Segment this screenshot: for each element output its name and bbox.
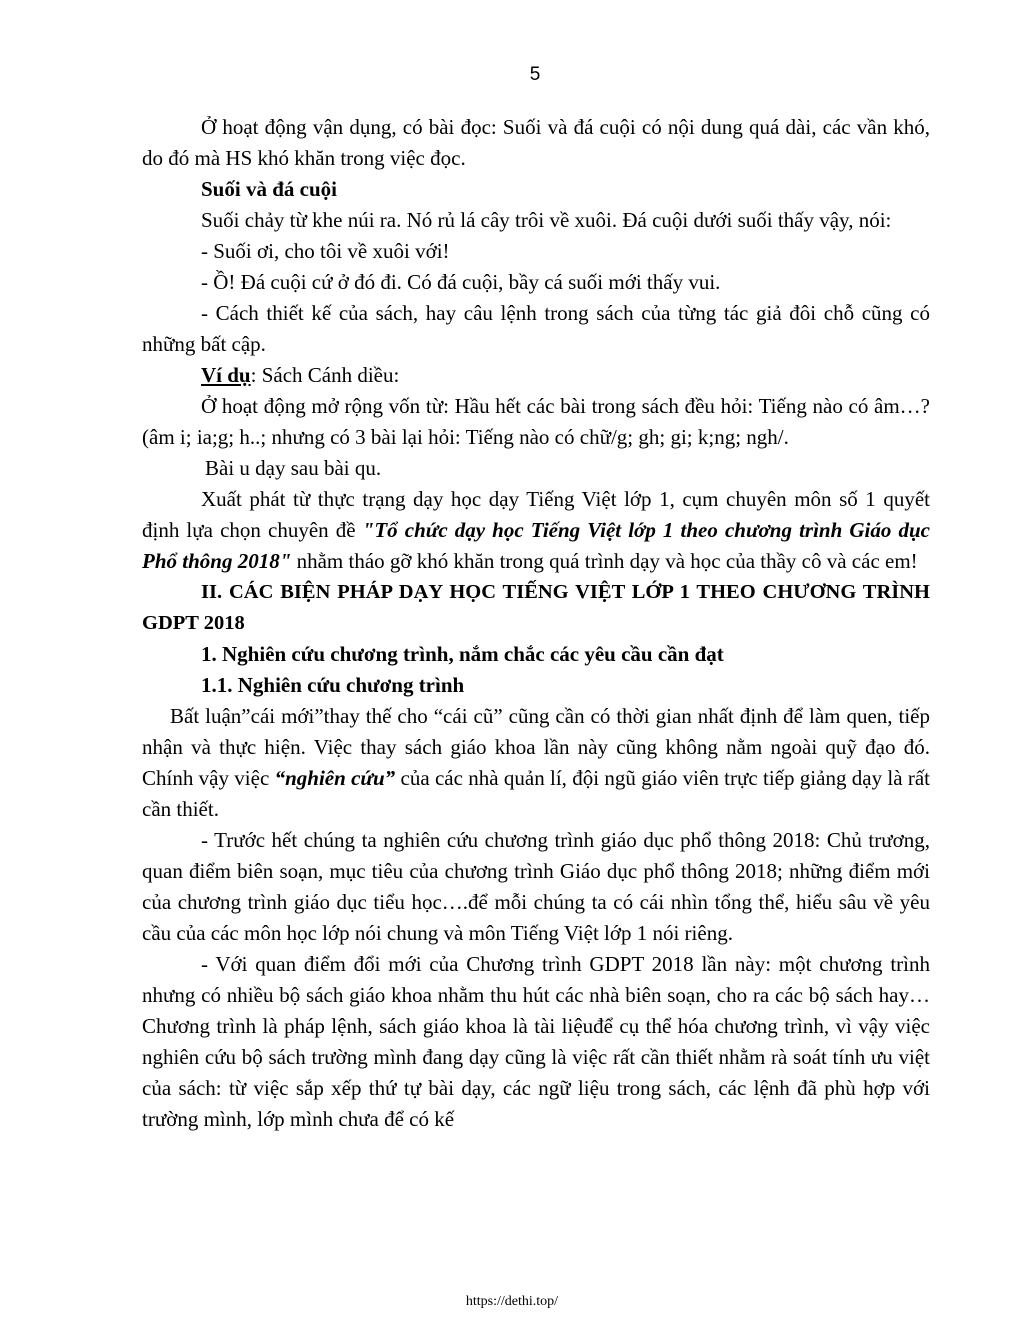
page-number: 5 xyxy=(529,64,541,85)
heading-1-1: 1.1. Nghiên cứu chương trình xyxy=(201,673,465,697)
story-title: Suối và đá cuội xyxy=(201,177,337,201)
heading-section-ii: II. CÁC BIỆN PHÁP DẠY HỌC TIẾNG VIỆT LỚP 1 THEO CHƯƠNG TRÌNH GDPT 2018 xyxy=(142,581,930,634)
example-line xyxy=(142,360,930,391)
example-label: Ví dụ xyxy=(201,363,251,387)
story-line-1: Suối chảy từ khe núi ra. Nó rủ lá cây trôi về xuôi. Đá cuội dưới suối thấy vậy, nói: xyxy=(201,208,892,232)
paragraph-vocab: Ở hoạt động mở rộng vốn từ: Hầu hết các bài trong sách đều hỏi: Tiếng nào có âm…? (âm i; ia;g; h..; nhưng có 3 bài lại hỏi: Tiếng nào có chữ/g; gh; gi; k;ng; ngh/. xyxy=(142,394,930,449)
page-content xyxy=(142,112,930,1135)
paragraph-xuat-phat xyxy=(142,484,930,577)
research-term: “nghiên cứu” xyxy=(274,766,396,790)
xuat-phat-text-a: Xuất phát từ thực trạng dạy học dạy Tiếng Việt lớp 1, cụm chuyên môn số 1 quyết định lựa chọn chuyên đề xyxy=(142,487,930,542)
story-line-3: - Ồ! Đá cuội cứ ở đó đi. Có đá cuội, bầy cá suối mới thấy vui. xyxy=(201,270,721,294)
paragraph-order: Bài u dạy sau bài qu. xyxy=(205,456,382,480)
paragraph-truoc-het: - Trước hết chúng ta nghiên cứu chương trình giáo dục phổ thông 2018: Chủ trương, quan điểm biên soạn, mục tiêu của chương trình Giáo dục phổ thông 2018; những điểm mới của chương trình giáo dục tiểu học….để mỗi chúng ta có cái nhìn tổng thể, hiểu sâu về yêu cầu của các môn học lớp nói chung và môn Tiếng Việt lớp 1 nói riêng. xyxy=(142,828,930,945)
footer-url: https://dethi.top/ xyxy=(465,1294,559,1309)
example-text: : Sách Cánh diều: xyxy=(250,363,400,387)
bat-luan-text-a: Bất luận”cái mới”thay thế cho “cái cũ” cũng cần có thời gian nhất định để làm quen, tiếp nhận và thực hiện. Việc thay sách giáo khoa lần này cũng không nằm ngoài quỹ đạo đó. Chính vậy việc xyxy=(142,704,930,790)
story-line-2: - Suối ơi, cho tôi về xuôi với! xyxy=(201,239,450,263)
topic-title: "Tổ chức dạy học Tiếng Việt lớp 1 theo chương trình Giáo dục Phổ thông 2018" xyxy=(142,518,930,573)
paragraph-design: - Cách thiết kế của sách, hay câu lệnh trong sách của từng tác giả đôi chỗ cũng có những bất cập. xyxy=(142,301,930,356)
paragraph-voi-quan-diem: - Với quan điểm đổi mới của Chương trình GDPT 2018 lần này: một chương trình nhưng có nhiều bộ sách giáo khoa nhằm thu hút các nhà biên soạn, cho ra các bộ sách hay… Chương trình là pháp lệnh, sách giáo khoa là tài liệuđể cụ thể hóa chương trình, vì vậy việc nghiên cứu bộ sách trường mình đang dạy cũng là việc rất cần thiết nhằm rà soát tính ưu việt của sách: từ việc sắp xếp thứ tự bài dạy, các ngữ liệu trong sách, các lệnh đã phù hợp với trường mình, lớp mình chưa để có kế xyxy=(142,952,930,1131)
xuat-phat-text-c: nhằm tháo gỡ khó khăn trong quá trình dạy và học của thầy cô và các em! xyxy=(291,549,918,573)
paragraph-intro: Ở hoạt động vận dụng, có bài đọc: Suối và đá cuội có nội dung quá dài, các vần khó, do đó mà HS khó khăn trong việc đọc. xyxy=(142,115,930,170)
paragraph-bat-luan xyxy=(142,701,930,825)
heading-1: 1. Nghiên cứu chương trình, nắm chắc các yêu cầu cần đạt xyxy=(201,642,724,666)
bat-luan-text-c: của các nhà quản lí, đội ngũ giáo viên trực tiếp giảng dạy là rất cần thiết. xyxy=(142,766,931,821)
